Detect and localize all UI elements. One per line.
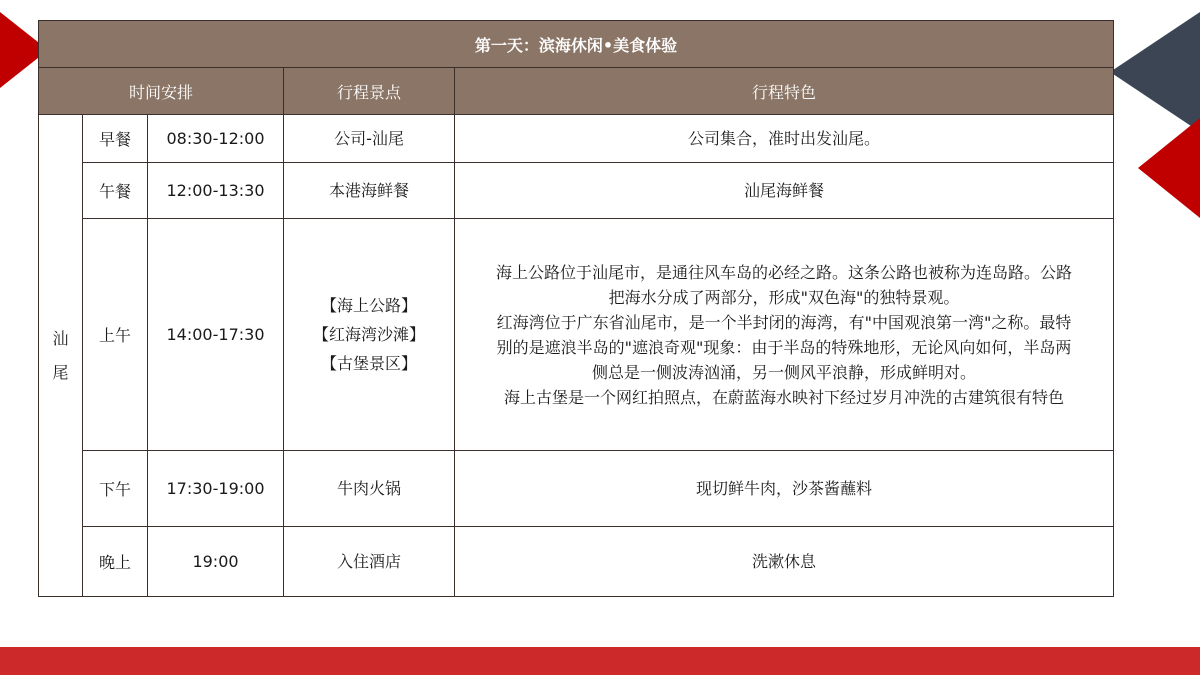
table-title: 第一天：滨海休闲•美食体验 bbox=[39, 21, 1114, 68]
feature-cell bbox=[455, 115, 1114, 163]
header-feature: 行程特色 bbox=[455, 68, 1114, 115]
feature-line: 红海湾位于广东省汕尾市，是一个半封闭的海湾，有"中国观浪第一湾"之称。最特 bbox=[496, 312, 1072, 332]
spot-line: 【红海湾沙滩】 bbox=[312, 325, 425, 344]
table-body bbox=[39, 115, 1114, 597]
city-char: 汕 bbox=[52, 328, 69, 348]
city-cell bbox=[39, 115, 83, 597]
spot-cell bbox=[284, 163, 455, 219]
table-row bbox=[39, 163, 1114, 219]
spot-cell bbox=[284, 115, 455, 163]
spot-cell bbox=[284, 219, 455, 451]
city-char: 尾 bbox=[52, 362, 69, 382]
header-time: 时间安排 bbox=[39, 68, 284, 115]
feature-line: 汕尾海鲜餐 bbox=[743, 181, 824, 200]
time-cell: 12:00-13:30 bbox=[148, 163, 284, 219]
table-row bbox=[39, 527, 1114, 597]
decor-triangle-red bbox=[1138, 118, 1200, 218]
feature-line: 把海水分成了两部分，形成"双色海"的独特景观。 bbox=[608, 287, 960, 307]
feature-cell bbox=[455, 527, 1114, 597]
period-cell: 上午 bbox=[83, 219, 148, 451]
time-cell: 19:00 bbox=[148, 527, 284, 597]
period-cell: 早餐 bbox=[83, 115, 148, 163]
period-cell: 下午 bbox=[83, 451, 148, 527]
feature-cell bbox=[455, 163, 1114, 219]
table-title-row bbox=[39, 21, 1114, 68]
feature-line: 侧总是一侧波涛汹涌，另一侧风平浪静，形成鲜明对。 bbox=[591, 362, 976, 382]
itinerary-table bbox=[38, 20, 1114, 597]
period-cell: 午餐 bbox=[83, 163, 148, 219]
decor-triangle-navy bbox=[1110, 12, 1200, 132]
period-cell: 晚上 bbox=[83, 527, 148, 597]
table-header-row bbox=[39, 68, 1114, 115]
table-row bbox=[39, 219, 1114, 451]
feature-line: 海上公路位于汕尾市，是通往风车岛的必经之路。这条公路也被称为连岛路。公路 bbox=[495, 262, 1072, 282]
spot-cell bbox=[284, 527, 455, 597]
feature-line: 别的是遮浪半岛的"遮浪奇观"现象：由于半岛的特殊地形，无论风向如何，半岛两 bbox=[496, 337, 1072, 357]
feature-cell bbox=[455, 451, 1114, 527]
header-spot: 行程景点 bbox=[284, 68, 455, 115]
time-cell: 08:30-12:00 bbox=[148, 115, 284, 163]
spot-line: 【古堡景区】 bbox=[320, 354, 417, 373]
feature-line: 公司集合，准时出发汕尾。 bbox=[687, 129, 880, 148]
decor-bottom-bar bbox=[0, 647, 1200, 675]
table-row bbox=[39, 451, 1114, 527]
spot-line: 公司-汕尾 bbox=[334, 129, 404, 148]
feature-line: 洗漱休息 bbox=[751, 552, 816, 571]
time-cell: 17:30-19:00 bbox=[148, 451, 284, 527]
spot-line: 本港海鲜餐 bbox=[328, 181, 409, 200]
table-row bbox=[39, 115, 1114, 163]
spot-line: 入住酒店 bbox=[336, 552, 401, 571]
feature-line: 现切鲜牛肉，沙茶酱蘸料 bbox=[695, 479, 872, 498]
feature-line: 海上古堡是一个网红拍照点，在蔚蓝海水映衬下经过岁月冲洗的古建筑很有特色 bbox=[503, 387, 1064, 407]
spot-cell bbox=[284, 451, 455, 527]
feature-cell bbox=[455, 219, 1114, 451]
spot-line: 牛肉火锅 bbox=[336, 479, 401, 498]
spot-line: 【海上公路】 bbox=[320, 296, 417, 315]
time-cell: 14:00-17:30 bbox=[148, 219, 284, 451]
